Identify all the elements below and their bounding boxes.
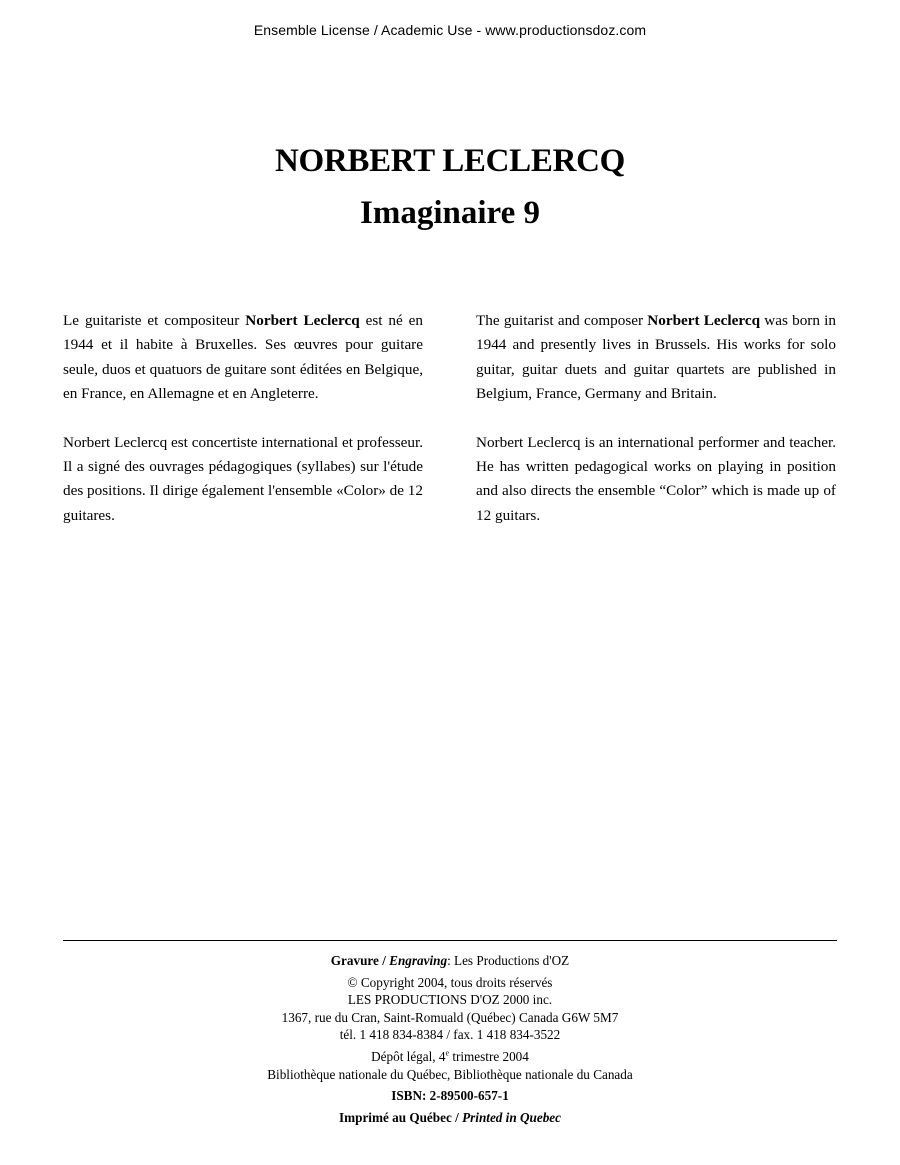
legal-deposit-end: trimestre 2004: [449, 1048, 529, 1064]
publisher-name: LES PRODUCTIONS D'OZ 2000 inc.: [347, 992, 553, 1008]
isbn-number: [0, 1087, 900, 1105]
legal-deposit-start: Dépôt légal, 4: [371, 1048, 446, 1064]
french-p1-composer-name: Norbert Leclercq: [245, 312, 360, 329]
engraving-label-en: Engraving: [389, 953, 448, 968]
engraving-value: : Les Productions d'OZ: [447, 953, 570, 968]
english-biography: [476, 309, 836, 552]
french-p1-text-end: est né en 1944 et il habite à Bruxelles. Ses œuvres pour guitare seule, duos et quatuors de guitare sont éditées en Belgique, en France, en Allemagne et en Angleterre.: [63, 312, 424, 403]
national-libraries: Bibliothèque nationale du Québec, Bibliothèque nationale du Canada: [267, 1066, 633, 1082]
license-notice: Ensemble License / Academic Use - www.productionsdoz.com: [253, 22, 647, 38]
publisher-address: 1367, rue du Cran, Saint-Romuald (Québec) Canada G6W 5M7: [281, 1009, 619, 1025]
engraving-label-fr: Gravure: [330, 953, 379, 968]
publisher-phone-fax: tél. 1 418 834-8384 / fax. 1 418 834-3522: [339, 1027, 561, 1043]
french-paragraph-1: [63, 309, 423, 407]
english-p1-text-start: The guitarist and composer: [476, 312, 648, 329]
english-p1-text-end: was born in 1944 and presently lives in Brussels. His works for solo guitar, guitar duets and guitar quartets are published in Belgium, France, Germany and Britain.: [476, 312, 836, 403]
french-biography: [63, 309, 423, 552]
english-p1-composer-name: Norbert Leclercq: [647, 312, 761, 329]
composer-name: NORBERT LECLERCQ: [274, 143, 626, 179]
printed-in: [0, 1109, 900, 1127]
work-title: Imaginaire 9: [360, 195, 540, 231]
printed-label-en: Printed in Quebec: [462, 1109, 561, 1125]
engraving-separator: /: [378, 953, 390, 968]
legal-deposit: [0, 1048, 900, 1066]
french-p1-text-start: Le guitariste et compositeur: [63, 312, 246, 329]
english-paragraph-1: [476, 309, 836, 407]
printed-label-fr: Imprimé au Québec: [339, 1109, 452, 1125]
legal-deposit-superscript: e: [445, 1048, 450, 1058]
printed-separator: /: [451, 1109, 463, 1125]
isbn-text: ISBN: 2-89500-657-1: [391, 1088, 509, 1104]
engraving-credit: [0, 952, 900, 970]
publication-credits: [0, 952, 900, 1126]
english-paragraph-2: Norbert Leclercq is an international performer and teacher. He has written pedagogical works on playing in position and also directs the ensemble “Color” which is made up of 12 guitars.: [476, 433, 836, 524]
copyright-line: © Copyright 2004, tous droits réservés: [347, 974, 553, 990]
footer-divider: [63, 940, 837, 941]
french-paragraph-2: Norbert Leclercq est concertiste international et professeur. Il a signé des ouvrages pédagogiques (syllabes) sur l'étude des positions. Il dirige également l'ensemble «Color» de 12 guitares.: [63, 433, 423, 524]
